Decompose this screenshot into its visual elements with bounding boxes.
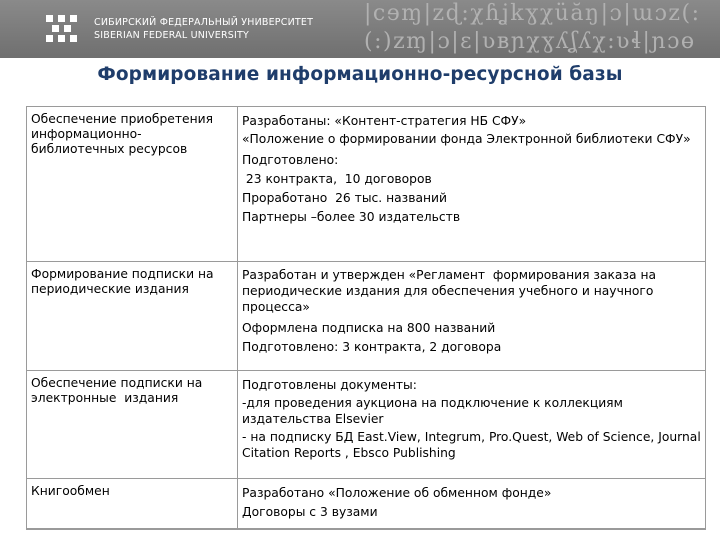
row-label: Книгообмен xyxy=(27,479,238,530)
university-logo-icon xyxy=(44,12,80,46)
decorative-glyph-line-1: |cɘɱ|zɖ:χɦʝkɣχüăŋ|ɔ|ɯɔz(: xyxy=(364,1,701,26)
detail-line: Договоры с 3 вузами xyxy=(242,505,378,519)
detail-line: Разработан и утвержден «Регламент формирования заказа на периодические издания для обеспечения учебного и научного процесса» xyxy=(242,268,660,314)
header-band xyxy=(0,0,720,58)
table-row xyxy=(27,479,706,530)
university-name xyxy=(94,16,313,42)
row-label: Формирование подписки на периодические издания xyxy=(27,262,238,371)
row-details xyxy=(238,107,706,262)
detail-line: «Положение о формировании фонда Электронной библиотеки СФУ» xyxy=(242,132,691,146)
detail-line: - на подписку БД East.View, Integrum, Pro.Quest, Web of Science, Journal Citation Reports , Ebsco Publishing xyxy=(242,430,701,460)
row-details xyxy=(238,479,706,530)
decorative-glyph-line-2: (:)zɱ|ɔ|ɛ|ʋʙɲχɣʎʆʎχ:ʋɬ|ɲɔɵ xyxy=(364,29,696,54)
decorative-glyph-pattern xyxy=(364,0,720,58)
detail-line: 23 контракта, 10 договоров xyxy=(242,172,432,186)
detail-line: Разработано «Положение об обменном фонде» xyxy=(242,486,552,500)
table-row xyxy=(27,262,706,371)
detail-line: Партнеры –более 30 издательств xyxy=(242,210,461,224)
info-resources-table xyxy=(26,106,706,530)
detail-line: Подготовлено: xyxy=(242,153,339,167)
detail-line: Оформлена подписка на 800 названий xyxy=(242,321,496,335)
table-row xyxy=(27,371,706,479)
detail-line: Подготовлены документы: xyxy=(242,378,417,392)
detail-line: -для проведения аукциона на подключение к коллекциям издательства Elsevier xyxy=(242,396,623,426)
row-details xyxy=(238,262,706,371)
table-row xyxy=(27,107,706,262)
row-label: Обеспечение приобретения информационно-библиотечных ресурсов xyxy=(27,107,238,262)
university-name-ru: СИБИРСКИЙ ФЕДЕРАЛЬНЫЙ УНИВЕРСИТЕТ xyxy=(94,17,314,28)
row-details xyxy=(238,371,706,479)
slide-title: Формирование информационно-ресурсной базы xyxy=(97,64,623,85)
detail-line: Подготовлено: 3 контракта, 2 договора xyxy=(242,340,502,354)
row-label: Обеспечение подписки на электронные издания xyxy=(27,371,238,479)
detail-line: Проработано 26 тыс. названий xyxy=(242,191,448,205)
university-name-en: SIBERIAN FEDERAL UNIVERSITY xyxy=(94,30,249,41)
detail-line: Разработаны: «Контент-стратегия НБ СФУ» xyxy=(242,114,527,128)
